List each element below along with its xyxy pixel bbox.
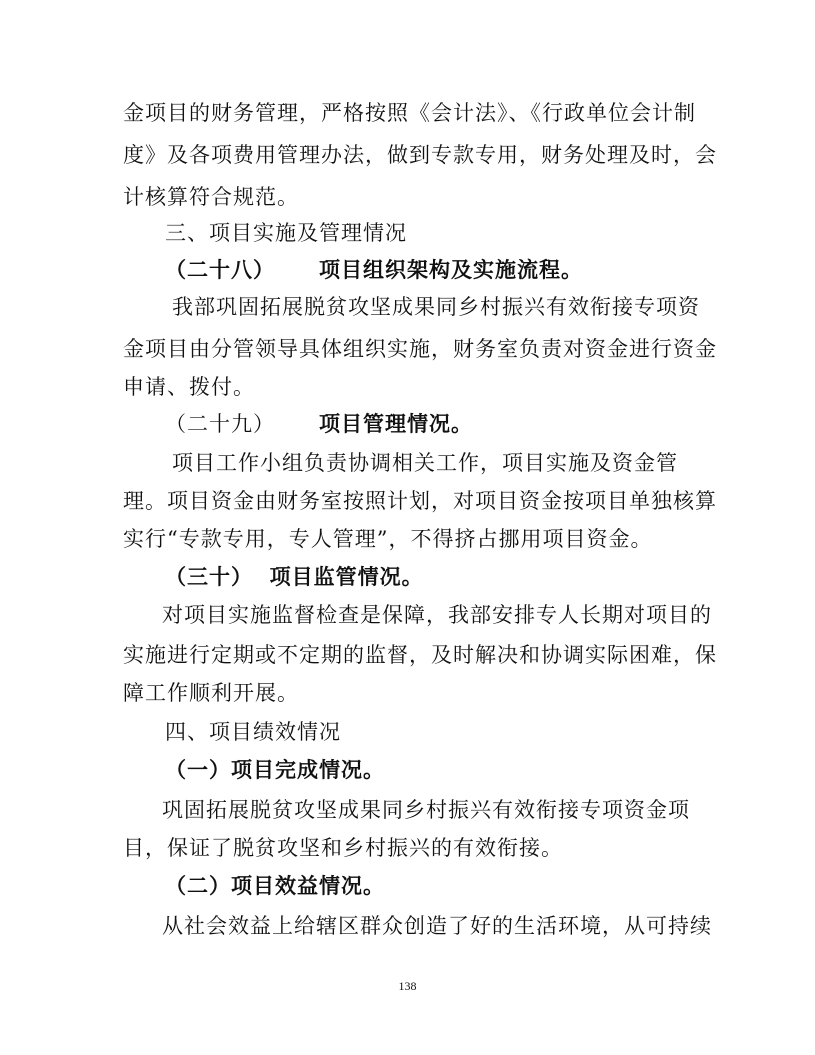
subsection-heading [165,562,424,592]
heading-number: （二十八） [165,258,275,282]
body-line: 项目工作小组负责协调相关工作，项目实施及资金管 [172,451,678,475]
heading-title: 项目组织架构及实施流程。 [319,258,583,282]
subsection-heading [165,255,583,285]
body-line: 实施进行定期或不定期的监督，及时解决和协调实际困难，保 [123,643,717,667]
subsection-heading [165,755,385,785]
body-line: 金项目由分管领导具体组织实施，财务室负责对资金进行资金 [123,337,717,361]
body-line: 申请、拨付。 [123,375,255,399]
section-heading: 四、项目绩效情况 [165,720,341,744]
subsection-heading [165,871,385,901]
page-number: 138 [398,979,417,993]
body-line: 巩固拓展脱贫攻坚成果同乡村振兴有效衔接专项资金项 [162,798,690,822]
heading-title: 项目监管情况。 [269,565,424,589]
heading-title: 项目管理情况。 [319,412,473,436]
section-heading: 三、项目实施及管理情况 [165,221,407,245]
body-line: 目，保证了脱贫攻坚和乡村振兴的有效衔接。 [123,836,563,860]
heading-number: （二十九） [165,412,275,436]
heading-title: 项目完成情况。 [231,758,385,782]
body-line: 度》及各项费用管理办法，做到专款专用，财务处理及时，会 [123,143,717,167]
body-line: 我部巩固拓展脱贫攻坚成果同乡村振兴有效衔接专项资 [172,295,700,319]
body-line: 从社会效益上给辖区群众创造了好的生活环境，从可持续 [162,914,712,938]
body-line: 理。项目资金由财务室按照计划，对项目资金按项目单独核算 [123,489,717,513]
heading-number: （二） [165,874,231,898]
body-line: 计核算符合规范。 [123,185,299,209]
body-line: 障工作顺利开展。 [123,681,299,705]
subsection-heading [165,409,473,439]
heading-number: （一） [165,758,231,782]
body-line: 对项目实施监督检查是保障，我部安排专人长期对项目的 [162,603,712,627]
body-line: 金项目的财务管理，严格按照《会计法》、《行政单位会计制 [123,101,696,125]
body-line: 实行“专款专用，专人管理”，不得挤占挪用项目资金。 [123,527,653,551]
heading-title: 项目效益情况。 [231,874,385,898]
heading-number: （三十） [165,565,253,589]
